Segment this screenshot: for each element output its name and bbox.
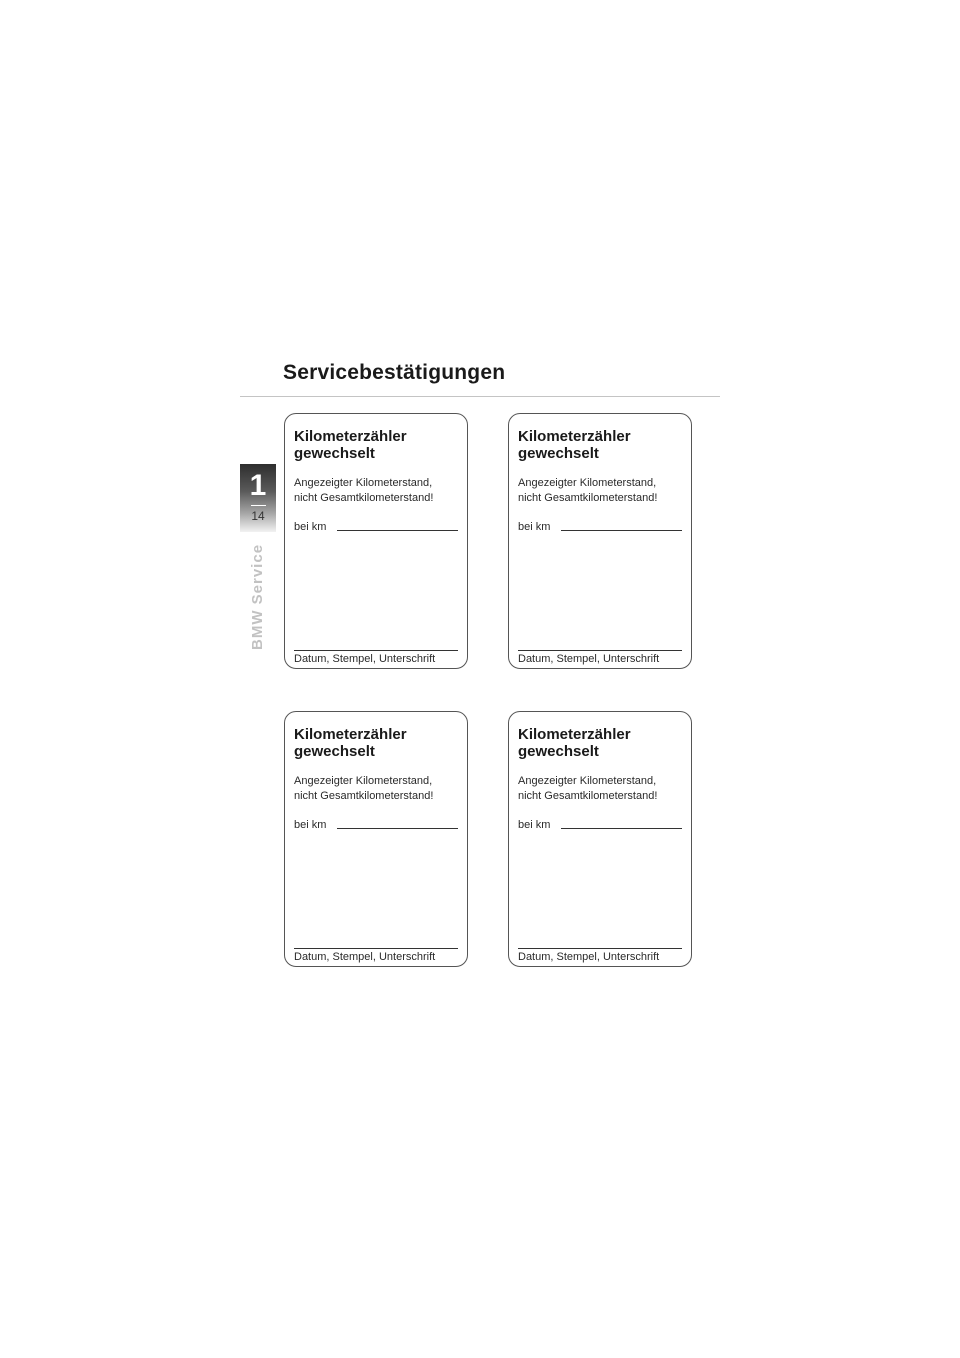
signature-label: Datum, Stempel, Unterschrift — [294, 951, 436, 963]
card-title — [518, 726, 686, 760]
card-instructions — [294, 774, 464, 804]
signature-label: Datum, Stempel, Unterschrift — [518, 653, 660, 665]
service-card-3 — [284, 711, 468, 967]
page-number: 14 — [251, 509, 265, 523]
signature-label: Datum, Stempel, Unterschrift — [518, 951, 660, 963]
card-text-line1: Angezeigter Kilometerstand, — [294, 775, 433, 787]
km-entry-line[interactable] — [561, 530, 682, 531]
card-title-line1: Kilometerzähler — [518, 726, 631, 743]
card-title-line2: gewechselt — [294, 743, 375, 760]
signature-line[interactable] — [518, 948, 682, 949]
card-text-line2: nicht Gesamtkilometerstand! — [518, 492, 658, 504]
chapter-divider — [251, 505, 266, 506]
card-text-line2: nicht Gesamtkilometerstand! — [294, 492, 434, 504]
km-label: bei km — [294, 521, 327, 533]
section-side-label: BMW Service — [249, 543, 266, 650]
card-text-line2: nicht Gesamtkilometerstand! — [518, 790, 658, 802]
km-label: bei km — [518, 521, 551, 533]
chapter-tab — [240, 464, 276, 532]
card-title-line1: Kilometerzähler — [294, 428, 407, 445]
title-divider — [240, 396, 720, 397]
km-entry-line[interactable] — [561, 828, 682, 829]
card-title-line2: gewechselt — [518, 445, 599, 462]
card-title-line1: Kilometerzähler — [294, 726, 407, 743]
page-title: Servicebestätigungen — [283, 361, 506, 384]
card-text-line1: Angezeigter Kilometerstand, — [294, 477, 433, 489]
card-instructions — [294, 476, 464, 506]
card-text-line1: Angezeigter Kilometerstand, — [518, 775, 657, 787]
signature-label: Datum, Stempel, Unterschrift — [294, 653, 436, 665]
card-title-line1: Kilometerzähler — [518, 428, 631, 445]
card-title — [518, 428, 686, 462]
service-card-4 — [508, 711, 692, 967]
card-title — [294, 726, 462, 760]
signature-line[interactable] — [294, 948, 458, 949]
km-label: bei km — [518, 819, 551, 831]
card-title-line2: gewechselt — [518, 743, 599, 760]
chapter-number: 1 — [249, 469, 267, 502]
card-instructions — [518, 774, 688, 804]
card-text-line1: Angezeigter Kilometerstand, — [518, 477, 657, 489]
signature-line[interactable] — [294, 650, 458, 651]
signature-line[interactable] — [518, 650, 682, 651]
service-card-1 — [284, 413, 468, 669]
card-title-line2: gewechselt — [294, 445, 375, 462]
card-title — [294, 428, 462, 462]
card-text-line2: nicht Gesamtkilometerstand! — [294, 790, 434, 802]
card-instructions — [518, 476, 688, 506]
km-entry-line[interactable] — [337, 530, 458, 531]
km-label: bei km — [294, 819, 327, 831]
service-card-2 — [508, 413, 692, 669]
km-entry-line[interactable] — [337, 828, 458, 829]
